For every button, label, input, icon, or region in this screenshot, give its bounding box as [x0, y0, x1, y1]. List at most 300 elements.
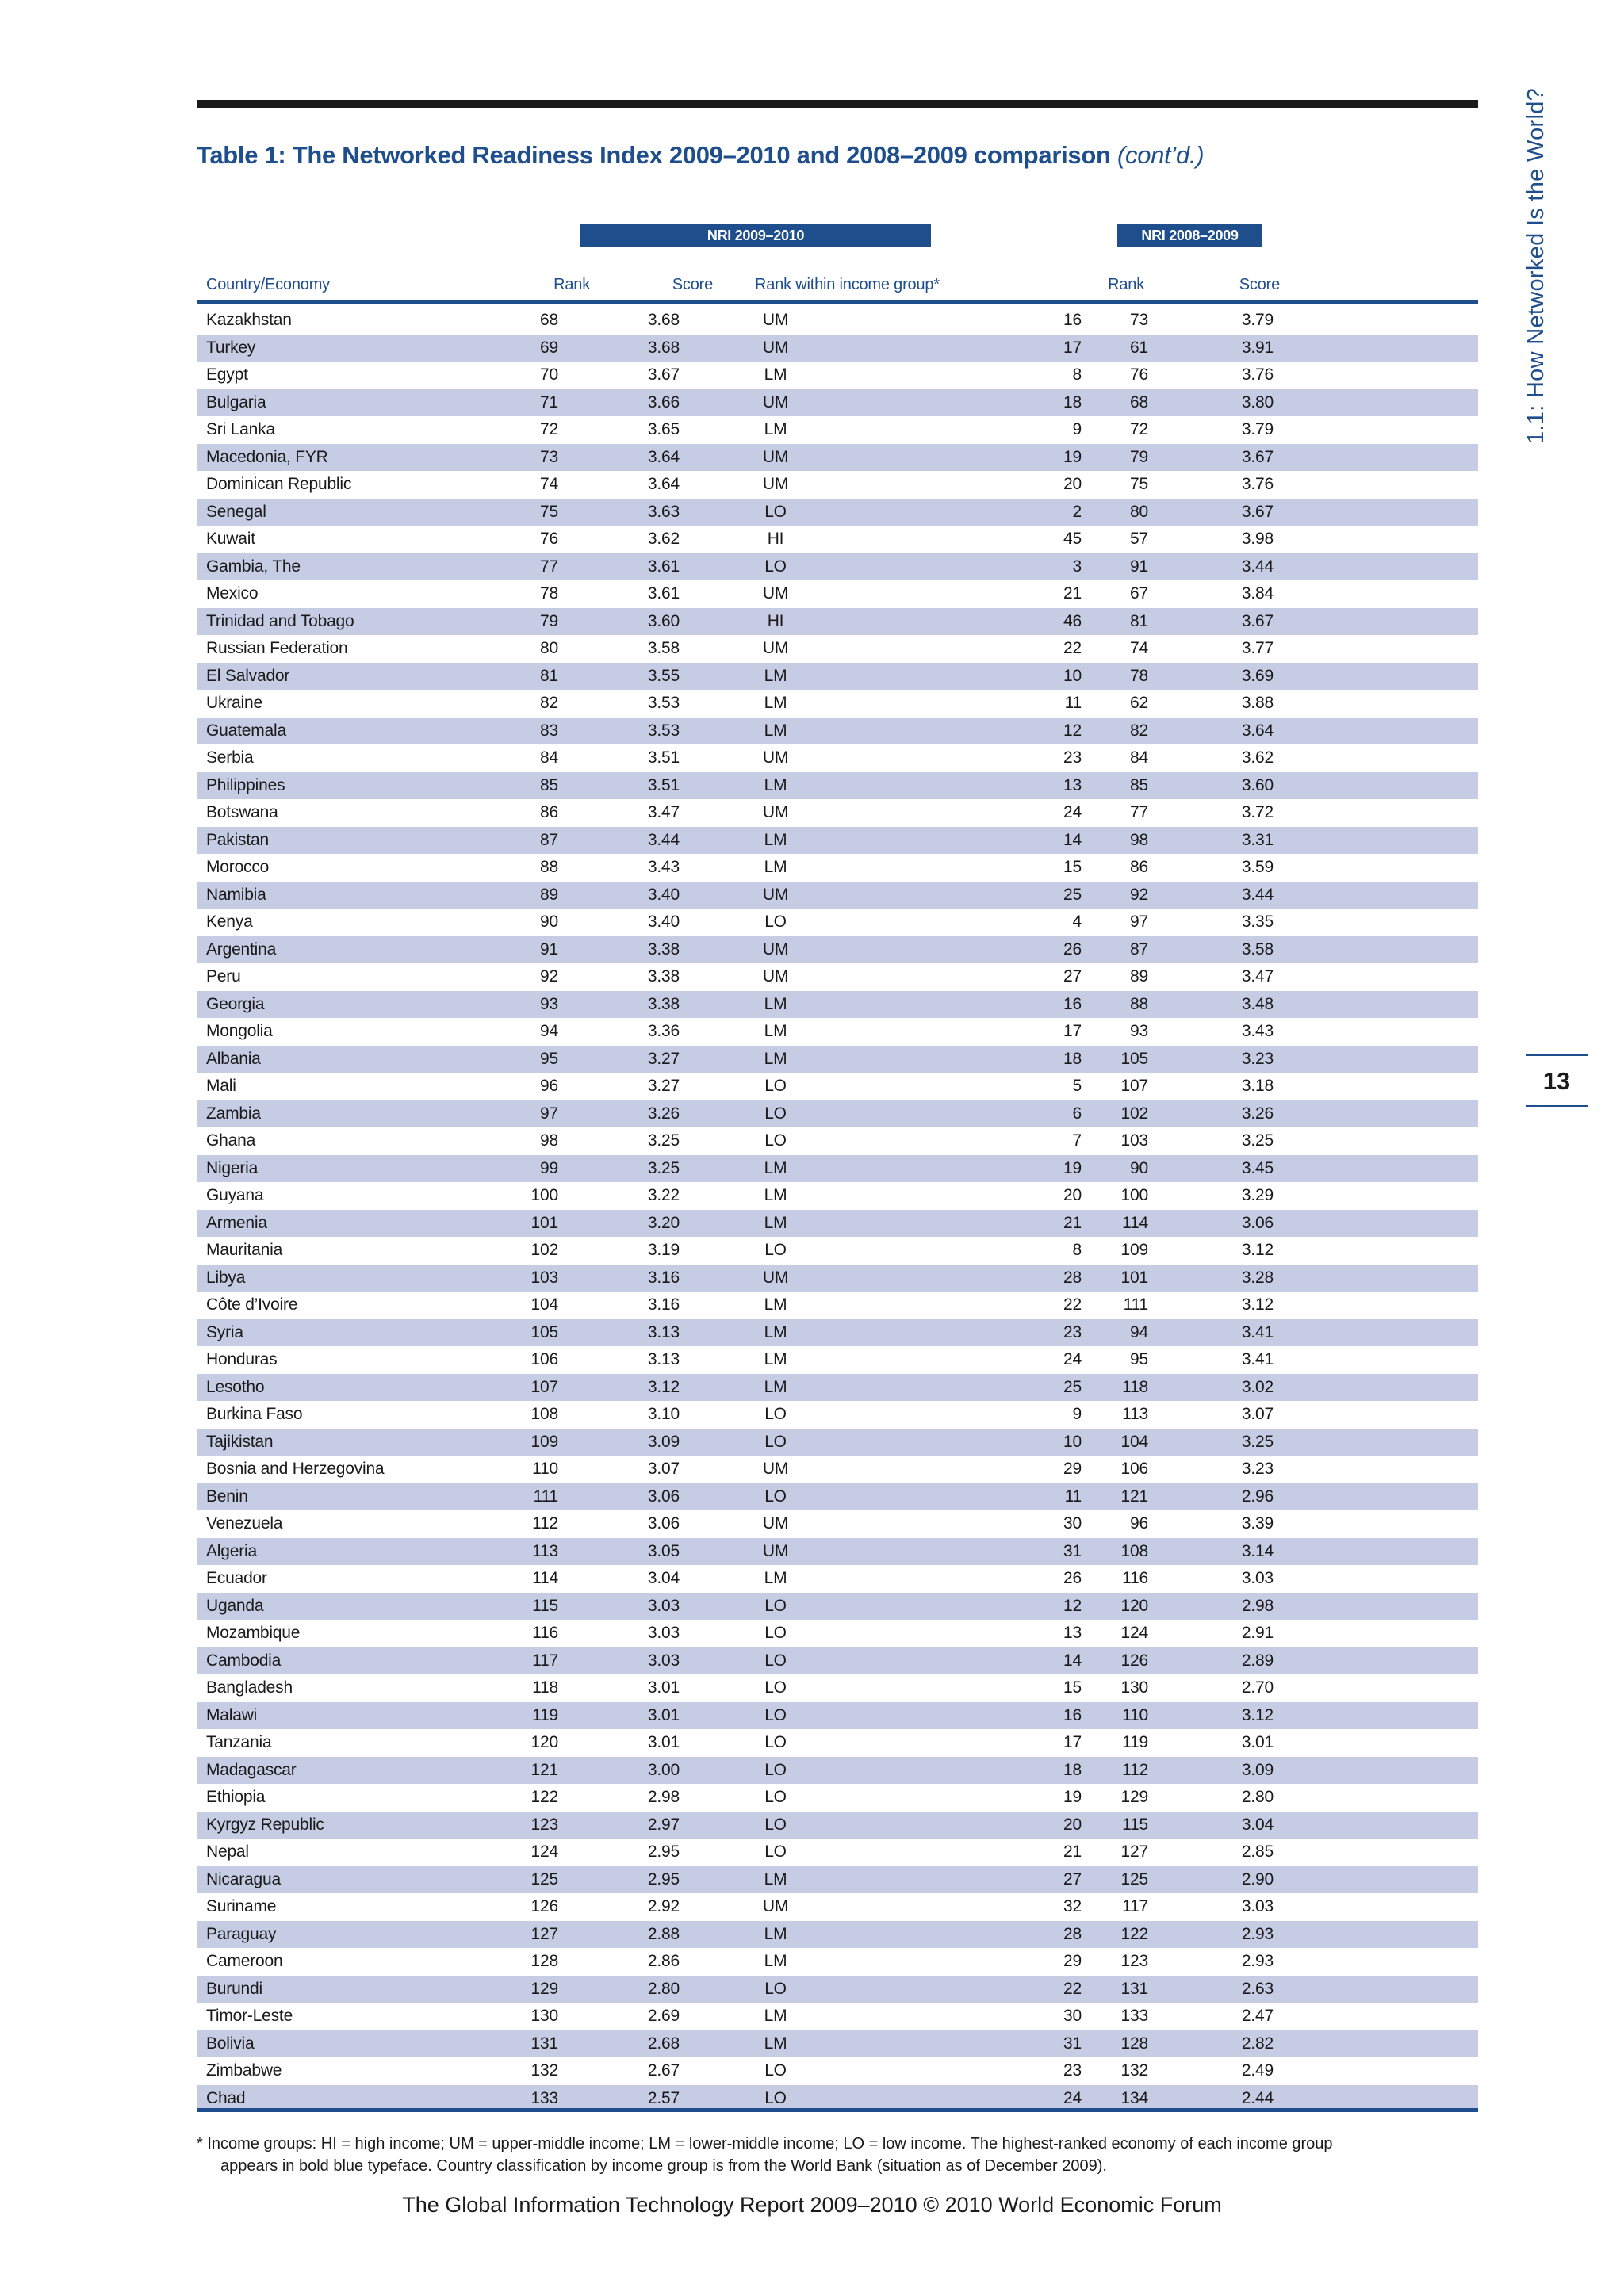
prev-rank-cell: 67: [1130, 584, 1148, 603]
rank-cell: 70: [540, 365, 558, 384]
score-cell: 3.64: [647, 475, 680, 493]
country-cell: Nepal: [206, 1843, 249, 1861]
prev-score-cell: 2.47: [1241, 2007, 1274, 2025]
prev-score-cell: 2.96: [1241, 1487, 1274, 1506]
prev-score-cell: 3.59: [1241, 858, 1274, 876]
score-cell: 3.07: [647, 1460, 680, 1478]
country-cell: Cameroon: [206, 1952, 283, 1970]
rank-cell: 121: [530, 1760, 558, 1779]
table-row: [197, 2030, 1478, 2058]
rank-cell: 125: [530, 1869, 558, 1888]
prev-rank-cell: 75: [1130, 475, 1148, 493]
prev-rank-cell: 77: [1130, 803, 1148, 821]
score-cell: 3.01: [647, 1733, 680, 1751]
income-group-cell: LO: [764, 1596, 787, 1615]
table-row: [197, 1510, 1478, 1538]
rank-cell: 78: [540, 584, 558, 603]
header-score: Score: [672, 276, 713, 293]
prev-score-cell: 3.25: [1241, 1432, 1274, 1451]
prev-score-cell: 3.25: [1241, 1131, 1274, 1150]
prev-score-cell: 3.67: [1241, 502, 1274, 521]
group-rank-cell: 2: [1072, 502, 1082, 521]
prev-score-cell: 3.43: [1241, 1022, 1274, 1040]
income-group-cell: UM: [762, 392, 789, 411]
income-group-cell: LO: [764, 1815, 787, 1834]
rank-cell: 101: [530, 1213, 558, 1232]
table-row: [197, 991, 1478, 1019]
income-group-cell: LM: [764, 1295, 787, 1314]
rank-cell: 83: [540, 721, 558, 740]
income-group-cell: UM: [762, 447, 789, 466]
income-group-cell: UM: [762, 1514, 789, 1533]
income-group-cell: LM: [764, 1569, 787, 1587]
prev-score-cell: 2.63: [1241, 1979, 1274, 1998]
score-cell: 2.92: [647, 1897, 680, 1915]
score-cell: 3.40: [647, 885, 680, 904]
table-row: [197, 1647, 1478, 1675]
country-cell: Peru: [206, 967, 241, 985]
prev-score-cell: 3.14: [1241, 1541, 1274, 1560]
bottom-rule: [197, 2108, 1478, 2112]
income-group-cell: LM: [764, 830, 787, 849]
country-cell: Ecuador: [206, 1569, 267, 1587]
group-rank-cell: 21: [1063, 1213, 1082, 1232]
rank-cell: 74: [540, 475, 558, 493]
rank-cell: 87: [540, 830, 558, 849]
score-cell: 3.13: [647, 1350, 680, 1368]
country-cell: Senegal: [206, 502, 266, 521]
income-group-cell: LO: [764, 1077, 787, 1095]
income-group-cell: UM: [762, 803, 789, 821]
income-group-cell: LM: [764, 721, 787, 740]
table-row: [197, 444, 1478, 472]
prev-score-cell: 3.79: [1241, 420, 1274, 438]
table-title-text: Table 1: The Networked Readiness Index 2009–2010 and 2008–2009 comparison: [197, 141, 1111, 169]
table-row: [197, 1127, 1478, 1155]
income-group-cell: LM: [764, 858, 787, 876]
score-cell: 3.38: [647, 967, 680, 985]
table-row: [197, 1866, 1478, 1894]
table-row: [197, 744, 1478, 772]
table-row: [197, 1210, 1478, 1238]
page-number-rule-top: [1526, 1054, 1588, 1056]
header-rank: Rank: [553, 276, 590, 293]
group-rank-cell: 13: [1063, 775, 1082, 794]
country-cell: Nigeria: [206, 1158, 259, 1177]
country-cell: Argentina: [206, 939, 277, 959]
country-cell: Mexico: [206, 584, 259, 603]
income-group-cell: LM: [764, 2007, 787, 2025]
table-row: [197, 1073, 1478, 1100]
country-cell: Benin: [206, 1487, 248, 1506]
table-row: [197, 1729, 1478, 1757]
table-row: [197, 1429, 1478, 1456]
income-group-cell: LM: [764, 1158, 787, 1177]
footnote: [197, 2133, 1481, 2177]
prev-rank-cell: 106: [1120, 1460, 1148, 1478]
table-row: [197, 1046, 1478, 1073]
rank-cell: 69: [540, 338, 558, 357]
rank-cell: 68: [540, 311, 558, 329]
prev-score-cell: 3.44: [1241, 885, 1274, 904]
prev-rank-cell: 120: [1120, 1596, 1148, 1615]
prev-rank-cell: 114: [1122, 1213, 1148, 1232]
group-rank-cell: 31: [1063, 1541, 1082, 1560]
prev-score-cell: 3.35: [1241, 913, 1274, 931]
country-cell: Zimbabwe: [206, 2061, 282, 2080]
group-rank-cell: 14: [1063, 830, 1082, 849]
score-cell: 3.65: [647, 420, 680, 438]
score-cell: 3.58: [647, 639, 680, 657]
prev-score-cell: 3.76: [1241, 365, 1274, 384]
income-group-cell: LO: [764, 502, 787, 521]
prev-score-cell: 3.41: [1241, 1350, 1274, 1368]
prev-score-cell: 3.72: [1241, 803, 1274, 821]
score-cell: 3.51: [647, 748, 680, 767]
country-cell: Uganda: [206, 1596, 264, 1615]
score-cell: 3.01: [647, 1678, 680, 1697]
group-rank-cell: 9: [1072, 1405, 1082, 1423]
score-cell: 3.03: [647, 1596, 680, 1615]
table-row: [197, 882, 1478, 909]
table-row: [197, 499, 1478, 526]
score-cell: 3.10: [647, 1405, 680, 1423]
country-cell: Mozambique: [206, 1624, 301, 1642]
score-cell: 3.27: [647, 1077, 680, 1095]
score-cell: 3.43: [647, 858, 680, 876]
score-cell: 3.19: [647, 1241, 680, 1259]
table-row: [197, 553, 1478, 581]
score-cell: 3.36: [647, 1022, 680, 1040]
rank-cell: 119: [532, 1705, 558, 1724]
group-rank-cell: 17: [1063, 338, 1082, 357]
group-rank-cell: 20: [1063, 1186, 1082, 1204]
rank-cell: 71: [540, 392, 558, 411]
table-row: [197, 471, 1478, 499]
table-row: [197, 1893, 1478, 1921]
rank-cell: 77: [540, 557, 558, 576]
table-row: [197, 1948, 1478, 1976]
country-cell: Cambodia: [206, 1651, 282, 1670]
score-cell: 3.09: [647, 1432, 680, 1451]
prev-score-cell: 3.12: [1241, 1295, 1274, 1314]
score-cell: 2.88: [647, 1924, 680, 1943]
table-row: [197, 1593, 1478, 1621]
prev-rank-cell: 85: [1130, 775, 1148, 794]
prev-rank-cell: 68: [1130, 392, 1148, 411]
prev-rank-cell: 61: [1130, 338, 1148, 357]
prev-score-cell: 3.80: [1241, 392, 1274, 411]
group-rank-cell: 28: [1063, 1924, 1082, 1943]
rank-cell: 115: [532, 1596, 558, 1615]
report-footer: The Global Information Technology Report 2009–2010 © 2010 World Economic Forum: [402, 2193, 1222, 2217]
country-cell: Madagascar: [206, 1760, 297, 1779]
score-cell: 3.27: [647, 1049, 680, 1068]
prev-rank-cell: 92: [1130, 885, 1148, 904]
prev-score-cell: 3.07: [1241, 1405, 1274, 1423]
group-rank-cell: 16: [1063, 311, 1082, 329]
prev-rank-cell: 72: [1130, 420, 1148, 438]
group-rank-cell: 13: [1063, 1624, 1082, 1642]
group-rank-cell: 15: [1063, 858, 1082, 876]
prev-rank-cell: 78: [1130, 666, 1148, 685]
table-title-continued: (cont’d.): [1116, 141, 1205, 169]
prev-rank-cell: 124: [1120, 1624, 1148, 1642]
rank-cell: 107: [530, 1377, 558, 1396]
header-prev-score: Score: [1239, 276, 1280, 293]
country-cell: Macedonia, FYR: [206, 447, 328, 466]
group-rank-cell: 21: [1063, 1843, 1082, 1861]
prev-score-cell: 3.76: [1241, 475, 1274, 493]
group-rank-cell: 8: [1072, 365, 1082, 384]
prev-score-cell: 3.44: [1241, 557, 1274, 576]
rank-cell: 98: [540, 1131, 558, 1150]
table-row: [197, 827, 1478, 855]
group-rank-cell: 23: [1063, 2061, 1082, 2080]
prev-rank-cell: 89: [1130, 967, 1148, 985]
score-cell: 3.44: [647, 830, 680, 849]
prev-rank-cell: 132: [1120, 2061, 1148, 2080]
country-cell: Sri Lanka: [206, 420, 275, 438]
rank-cell: 114: [532, 1569, 558, 1587]
table-row: [197, 1401, 1478, 1429]
table-row: [197, 1812, 1478, 1839]
table-row: [197, 718, 1478, 745]
country-cell: Chad: [206, 2088, 246, 2107]
rank-cell: 102: [530, 1241, 558, 1259]
country-cell: Bulgaria: [206, 392, 266, 411]
income-group-cell: LO: [764, 1705, 787, 1724]
income-group-cell: LM: [764, 1924, 787, 1943]
table-row: [197, 2057, 1478, 2085]
prev-rank-cell: 131: [1120, 1979, 1148, 1998]
score-cell: 2.57: [647, 2088, 680, 2107]
prev-rank-cell: 123: [1120, 1952, 1148, 1970]
income-group-cell: UM: [762, 639, 789, 657]
group-rank-cell: 22: [1063, 639, 1082, 657]
rank-cell: 95: [540, 1049, 558, 1068]
rank-cell: 120: [530, 1733, 558, 1751]
prev-score-cell: 2.70: [1241, 1678, 1274, 1697]
prev-rank-cell: 127: [1120, 1843, 1148, 1861]
prev-rank-cell: 80: [1130, 502, 1148, 521]
table-row: [197, 690, 1478, 718]
country-cell: Zambia: [206, 1104, 261, 1123]
group-rank-cell: 22: [1063, 1295, 1082, 1314]
table-row: [197, 307, 1478, 335]
income-group-cell: UM: [762, 338, 789, 357]
score-cell: 3.13: [647, 1322, 680, 1341]
rank-cell: 80: [540, 639, 558, 657]
group-rank-cell: 12: [1063, 721, 1082, 740]
group-rank-cell: 17: [1063, 1022, 1082, 1040]
group-rank-cell: 10: [1063, 666, 1082, 685]
prev-score-cell: 3.12: [1241, 1705, 1274, 1724]
footnote-line-2: appears in bold blue typeface. Country classification by income group is from the World Bank (situation as of December 2009).: [220, 2157, 1107, 2175]
table-row: [197, 799, 1478, 827]
prev-rank-cell: 100: [1120, 1186, 1148, 1204]
rank-cell: 118: [532, 1678, 558, 1697]
table-row: [197, 1538, 1478, 1566]
income-group-cell: LM: [764, 2034, 787, 2053]
group-rank-cell: 27: [1063, 1869, 1082, 1888]
group-rank-cell: 11: [1064, 694, 1082, 712]
income-group-cell: LM: [764, 1022, 787, 1040]
score-cell: 3.26: [647, 1104, 680, 1123]
score-cell: 3.25: [647, 1158, 680, 1177]
prev-score-cell: 3.62: [1241, 748, 1274, 767]
country-cell: Ukraine: [206, 694, 262, 712]
country-cell: Guatemala: [206, 721, 286, 740]
group-rank-cell: 12: [1063, 1596, 1082, 1615]
prev-score-cell: 3.18: [1241, 1077, 1274, 1095]
income-group-cell: LO: [764, 1788, 787, 1806]
country-cell: Algeria: [206, 1541, 257, 1560]
income-group-cell: HI: [767, 611, 784, 630]
prev-rank-cell: 74: [1130, 639, 1148, 657]
score-cell: 3.20: [647, 1213, 680, 1232]
rank-cell: 117: [532, 1651, 558, 1670]
table-row: [197, 1292, 1478, 1319]
table-row: [197, 663, 1478, 691]
prev-score-cell: 2.80: [1241, 1788, 1274, 1806]
income-group-cell: UM: [762, 584, 789, 603]
income-group-cell: LM: [764, 1869, 787, 1888]
income-group-cell: LM: [764, 666, 787, 685]
score-cell: 2.69: [647, 2007, 680, 2025]
income-group-cell: LO: [764, 1131, 787, 1150]
income-group-cell: LO: [764, 1432, 787, 1451]
country-cell: Bosnia and Herzegovina: [206, 1460, 385, 1478]
table-row: [197, 1100, 1478, 1128]
income-group-cell: UM: [762, 1268, 789, 1287]
prev-rank-cell: 111: [1123, 1295, 1148, 1314]
group-rank-cell: 24: [1063, 803, 1082, 821]
table-row: [197, 1565, 1478, 1593]
income-group-cell: LO: [764, 1651, 787, 1670]
score-cell: 2.98: [647, 1788, 680, 1806]
page-number: 13: [1542, 1067, 1571, 1095]
income-group-cell: HI: [767, 530, 784, 548]
score-cell: 3.53: [647, 694, 680, 712]
table-row: [197, 1757, 1478, 1785]
rank-cell: 92: [540, 967, 558, 985]
income-group-cell: LO: [764, 1733, 787, 1751]
prev-rank-cell: 105: [1120, 1049, 1148, 1068]
rank-cell: 129: [530, 1979, 558, 1998]
score-cell: 3.05: [647, 1541, 680, 1560]
prev-score-cell: 3.41: [1241, 1322, 1274, 1341]
prev-rank-cell: 108: [1120, 1541, 1148, 1560]
table-row: [197, 1456, 1478, 1483]
score-cell: 3.61: [647, 584, 680, 603]
nri-2008-2009-tab: NRI 2008–2009: [1117, 224, 1262, 247]
country-cell: Morocco: [206, 858, 270, 876]
table-row: [197, 1237, 1478, 1265]
table-row: [197, 1976, 1478, 2003]
score-cell: 3.62: [647, 530, 680, 548]
rank-cell: 131: [530, 2034, 558, 2053]
country-cell: Tanzania: [206, 1733, 272, 1751]
income-group-cell: LM: [764, 694, 787, 712]
rank-cell: 124: [530, 1843, 558, 1861]
prev-score-cell: 3.26: [1241, 1104, 1274, 1123]
prev-rank-cell: 96: [1130, 1514, 1148, 1533]
country-cell: Nicaragua: [206, 1869, 281, 1888]
score-cell: 3.63: [647, 502, 680, 521]
group-rank-cell: 9: [1072, 420, 1082, 438]
prev-rank-cell: 134: [1120, 2088, 1148, 2107]
rank-cell: 73: [540, 447, 558, 466]
score-cell: 3.16: [647, 1268, 680, 1287]
rank-cell: 112: [532, 1514, 558, 1533]
group-rank-cell: 26: [1063, 1569, 1082, 1587]
table-row: [197, 1374, 1478, 1402]
income-group-cell: UM: [762, 967, 789, 985]
group-rank-cell: 24: [1063, 1350, 1082, 1368]
prev-rank-cell: 122: [1120, 1924, 1148, 1943]
income-group-cell: LM: [764, 1377, 787, 1396]
table-row: [197, 936, 1478, 964]
table-row: [197, 1839, 1478, 1866]
score-cell: 3.16: [647, 1295, 680, 1314]
prev-rank-cell: 88: [1130, 994, 1148, 1013]
prev-rank-cell: 107: [1120, 1077, 1148, 1095]
score-cell: 3.68: [647, 311, 680, 329]
rank-cell: 104: [530, 1295, 558, 1314]
income-group-cell: UM: [762, 939, 789, 959]
prev-rank-cell: 110: [1122, 1705, 1148, 1724]
country-cell: Lesotho: [206, 1377, 265, 1396]
group-rank-cell: 21: [1063, 584, 1082, 603]
group-rank-cell: 16: [1063, 994, 1082, 1013]
group-rank-cell: 19: [1063, 1158, 1082, 1177]
table-row: [197, 1155, 1478, 1183]
score-cell: 3.66: [647, 392, 680, 411]
rank-cell: 122: [530, 1788, 558, 1806]
prev-rank-cell: 116: [1122, 1569, 1148, 1587]
prev-score-cell: 2.85: [1241, 1843, 1274, 1861]
income-group-cell: LM: [764, 420, 787, 438]
prev-score-cell: 3.91: [1241, 338, 1274, 357]
income-group-cell: LO: [764, 913, 787, 931]
prev-rank-cell: 119: [1122, 1733, 1148, 1751]
prev-rank-cell: 125: [1120, 1869, 1148, 1888]
group-rank-cell: 28: [1063, 1268, 1082, 1287]
country-cell: Kyrgyz Republic: [206, 1815, 324, 1834]
country-cell: Serbia: [206, 748, 254, 767]
rank-cell: 97: [540, 1104, 558, 1123]
group-rank-cell: 10: [1063, 1432, 1082, 1451]
prev-rank-cell: 91: [1130, 557, 1148, 576]
group-rank-cell: 4: [1072, 913, 1082, 931]
income-group-cell: LM: [764, 994, 787, 1013]
country-cell: Kenya: [206, 913, 253, 931]
prev-score-cell: 3.12: [1241, 1241, 1274, 1259]
table-row: [197, 608, 1478, 636]
country-cell: Philippines: [206, 775, 285, 794]
rank-cell: 111: [533, 1487, 558, 1506]
prev-rank-cell: 76: [1130, 365, 1148, 384]
group-rank-cell: 29: [1063, 1460, 1082, 1478]
country-cell: Libya: [206, 1268, 246, 1287]
prev-score-cell: 3.01: [1241, 1733, 1274, 1751]
prev-score-cell: 2.44: [1241, 2088, 1274, 2107]
score-cell: 3.55: [647, 666, 680, 685]
country-cell: El Salvador: [206, 666, 290, 685]
prev-rank-cell: 82: [1130, 721, 1148, 740]
country-cell: Georgia: [206, 994, 265, 1013]
